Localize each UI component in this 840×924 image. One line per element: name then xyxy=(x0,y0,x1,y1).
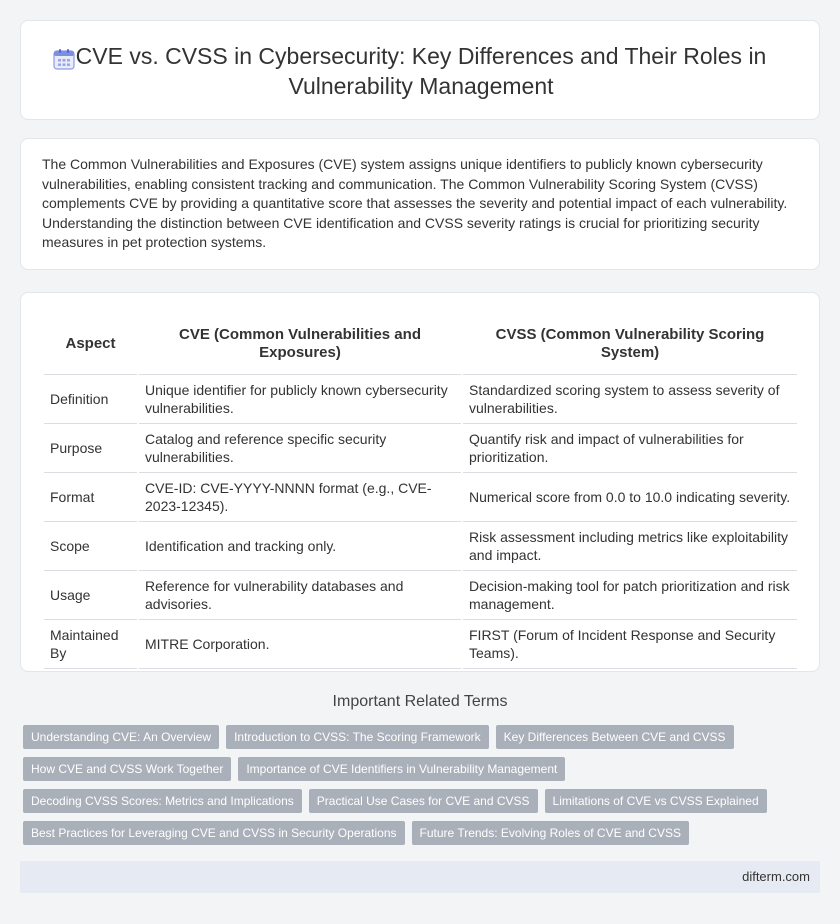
title-card xyxy=(20,20,820,120)
cve-cell: Reference for vulnerability databases and advisories. xyxy=(139,571,461,620)
cve-cell: Identification and tracking only. xyxy=(139,522,461,571)
related-term-tag[interactable]: Understanding CVE: An Overview xyxy=(23,725,219,749)
footer-site-link[interactable]: difterm.com xyxy=(742,869,810,884)
related-terms-heading: Important Related Terms xyxy=(332,693,508,710)
related-term-tag[interactable]: Introduction to CVSS: The Scoring Framework xyxy=(226,725,489,749)
table-row xyxy=(44,571,797,620)
cvss-cell: FIRST (Forum of Incident Response and Security Teams). xyxy=(463,620,797,669)
table-row xyxy=(44,522,797,571)
cve-cell: Unique identifier for publicly known cybersecurity vulnerabilities. xyxy=(139,375,461,424)
related-term-tag[interactable]: Future Trends: Evolving Roles of CVE and CVSS xyxy=(412,821,689,845)
cvss-cell: Decision-making tool for patch prioritization and risk management. xyxy=(463,571,797,620)
related-terms-list xyxy=(23,725,813,853)
cve-cell: Catalog and reference specific security vulnerabilities. xyxy=(139,424,461,473)
page-title: CVE vs. CVSS in Cybersecurity: Key Differences and Their Roles in Vulnerability Management xyxy=(75,43,767,99)
aspect-cell: Usage xyxy=(44,571,137,620)
table-row xyxy=(44,375,797,424)
header-aspect: Aspect xyxy=(44,313,137,375)
related-term-tag[interactable]: Limitations of CVE vs CVSS Explained xyxy=(545,789,767,813)
cve-cell: CVE-ID: CVE-YYYY-NNNN format (e.g., CVE-2023-12345). xyxy=(139,473,461,522)
cvss-cell: Quantify risk and impact of vulnerabilities for prioritization. xyxy=(463,424,797,473)
intro-card xyxy=(20,138,820,270)
cvss-cell: Numerical score from 0.0 to 10.0 indicating severity. xyxy=(463,473,797,522)
cvss-cell: Risk assessment including metrics like exploitability and impact. xyxy=(463,522,797,571)
tag-row xyxy=(23,789,813,813)
cve-cell: MITRE Corporation. xyxy=(139,620,461,669)
table-header-row xyxy=(44,313,797,375)
related-term-tag[interactable]: Practical Use Cases for CVE and CVSS xyxy=(309,789,538,813)
tag-row xyxy=(23,725,813,749)
tag-row xyxy=(23,821,813,845)
related-term-tag[interactable]: Decoding CVSS Scores: Metrics and Implications xyxy=(23,789,302,813)
aspect-cell: Maintained By xyxy=(44,620,137,669)
aspect-cell: Scope xyxy=(44,522,137,571)
comparison-table xyxy=(42,313,799,669)
footer-bar xyxy=(20,861,820,893)
tag-row xyxy=(23,757,813,781)
comparison-table-card xyxy=(20,292,820,672)
related-term-tag[interactable]: Key Differences Between CVE and CVSS xyxy=(496,725,734,749)
aspect-cell: Purpose xyxy=(44,424,137,473)
related-term-tag[interactable]: How CVE and CVSS Work Together xyxy=(23,757,231,781)
intro-paragraph: The Common Vulnerabilities and Exposures (CVE) system assigns unique identifiers to publicly known cybersecurity vulnerabilities, enabling consistent tracking and communication. The Common Vulnerability Scoring System (CVSS) complements CVE by providing a quantitative score that assesses the severity and potential impact of each vulnerability. Understanding the distinction between CVE identification and CVSS severity ratings is crucial for prioritizing security measures in pet protection systems. xyxy=(42,156,788,250)
header-cve: CVE (Common Vulnerabilities and Exposures) xyxy=(139,313,461,375)
related-term-tag[interactable]: Importance of CVE Identifiers in Vulnerability Management xyxy=(238,757,565,781)
related-term-tag[interactable]: Best Practices for Leveraging CVE and CVSS in Security Operations xyxy=(23,821,405,845)
cvss-cell: Standardized scoring system to assess severity of vulnerabilities. xyxy=(463,375,797,424)
table-row xyxy=(44,620,797,669)
table-row xyxy=(44,473,797,522)
header-cvss: CVSS (Common Vulnerability Scoring System) xyxy=(463,313,797,375)
table-row xyxy=(44,424,797,473)
aspect-cell: Definition xyxy=(44,375,137,424)
aspect-cell: Format xyxy=(44,473,137,522)
